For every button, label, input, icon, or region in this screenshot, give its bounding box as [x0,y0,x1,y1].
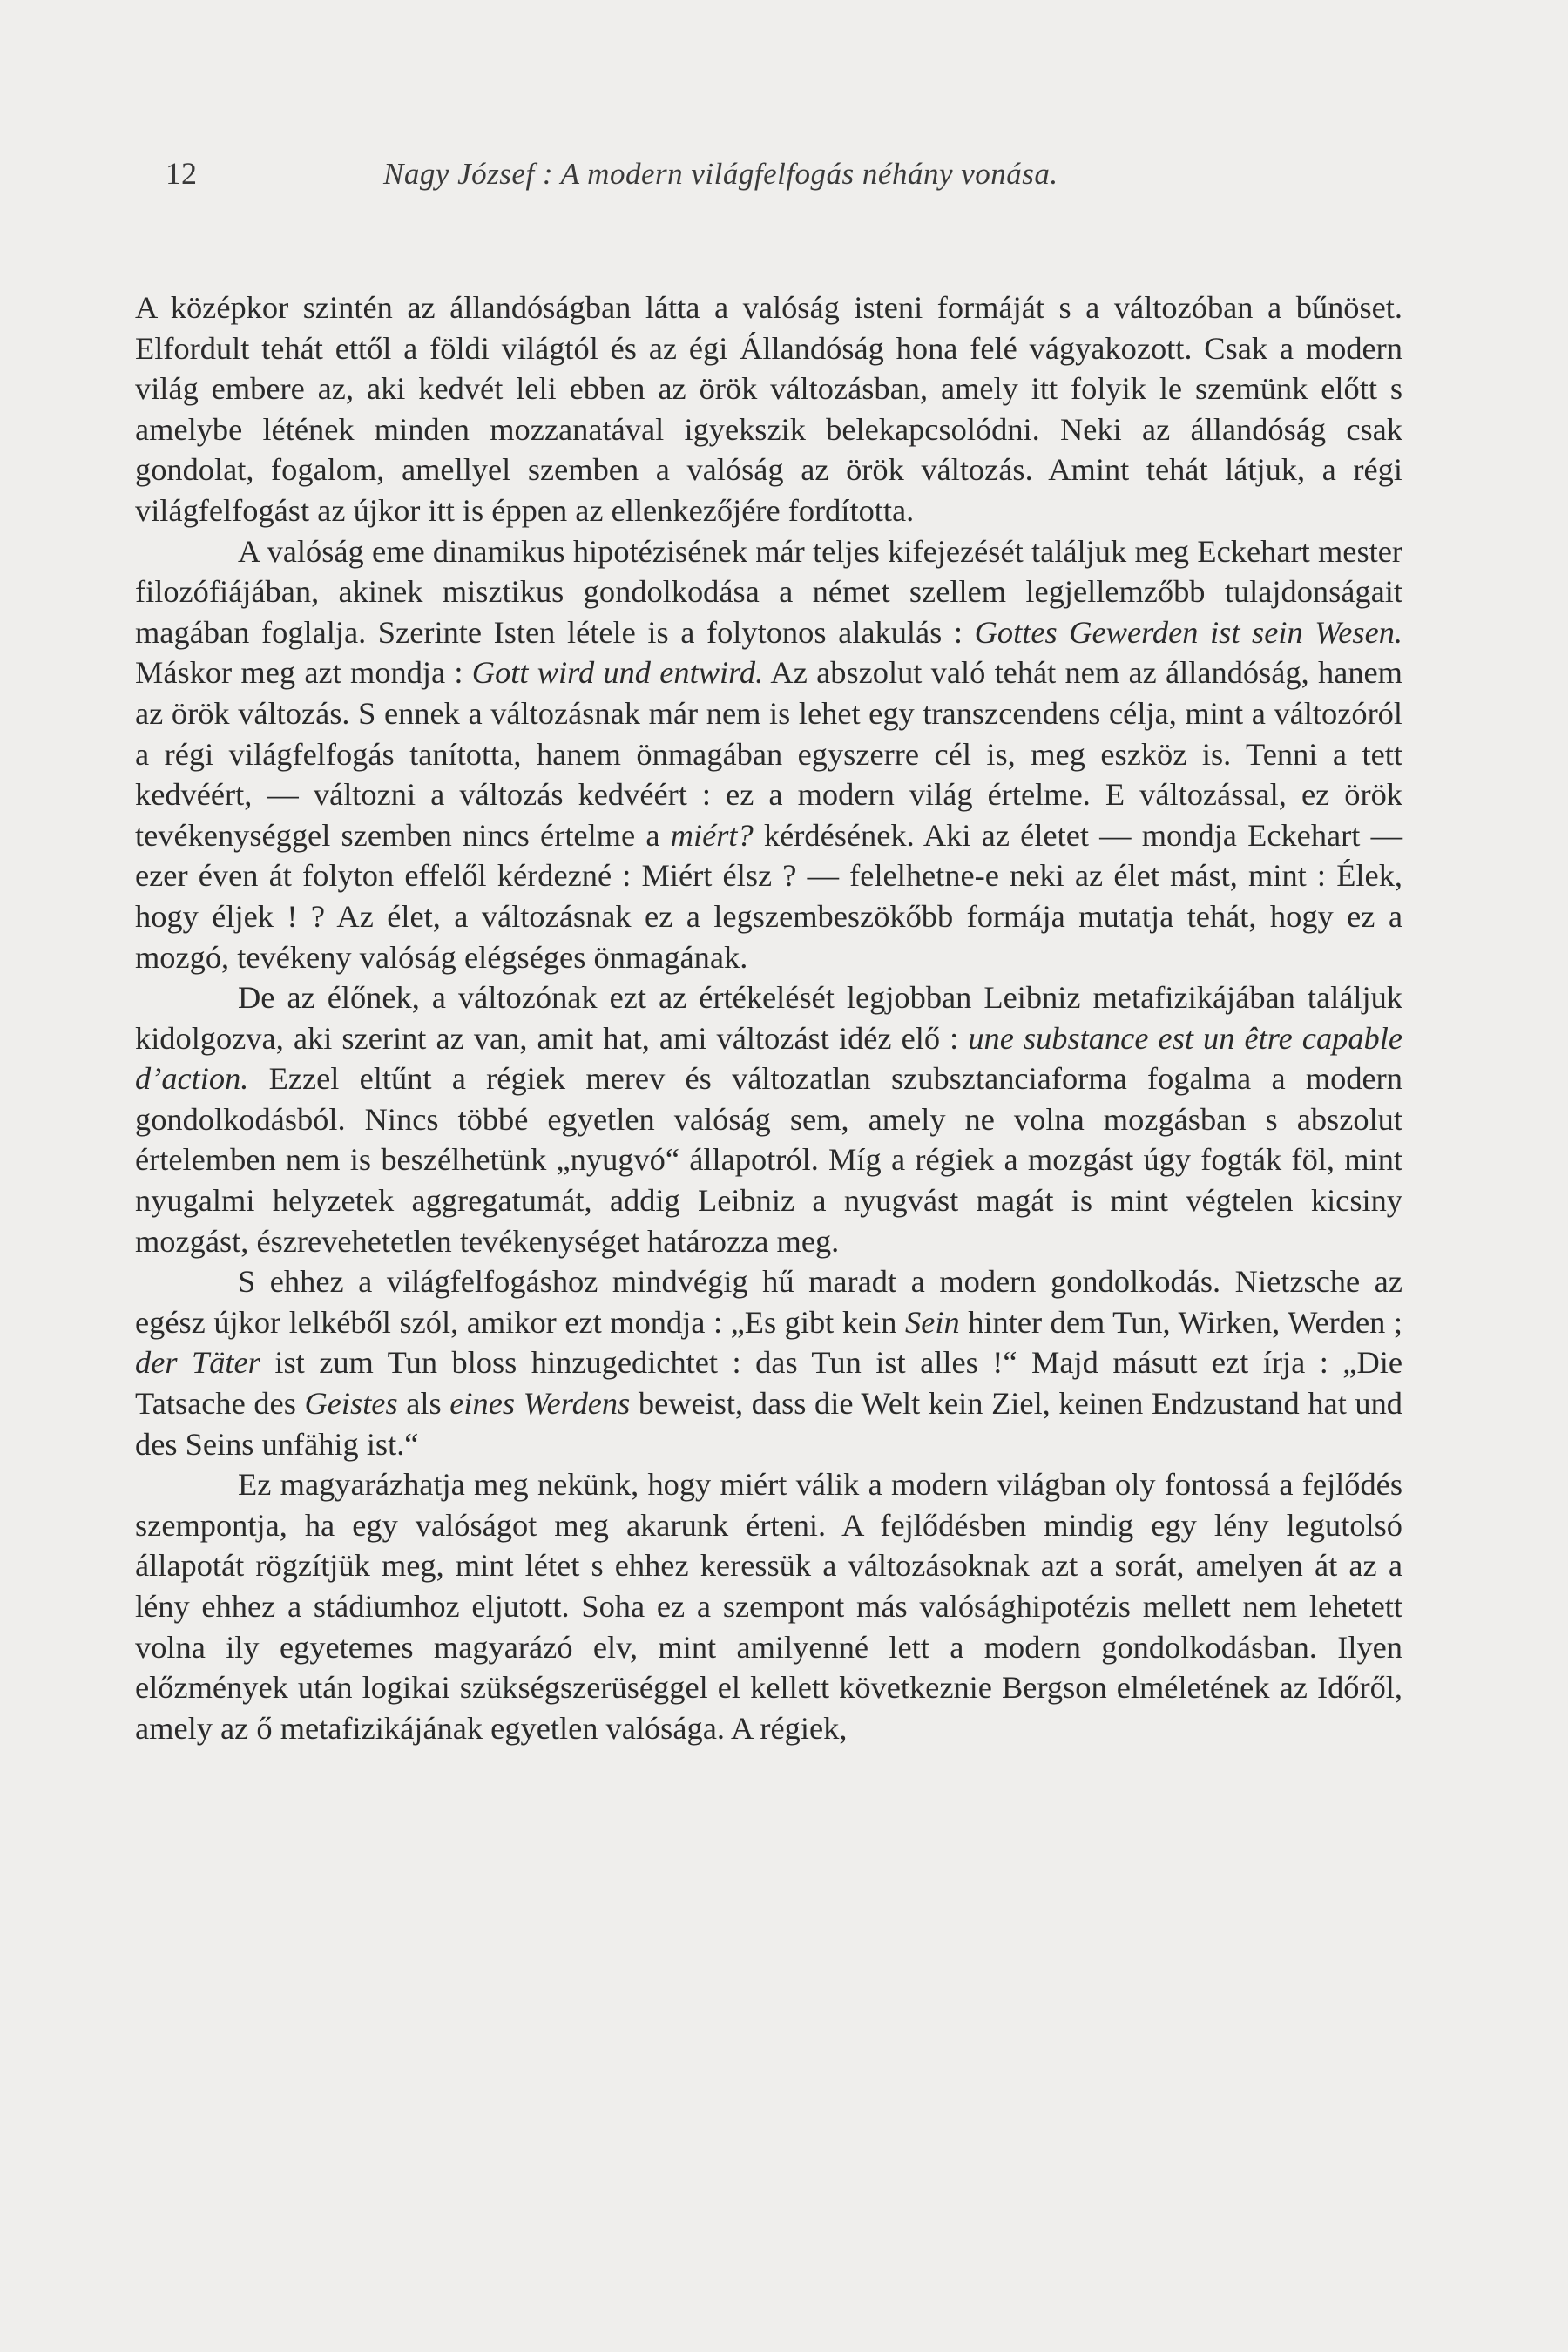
italic-text-segment: Gott wird und entwird. [471,655,764,691]
italic-text-segment: Sein [905,1304,960,1340]
text-segment: S ehhez a világfelfogáshoz mindvégig hű maradt a modern gondolkodás. Nietzsche az egész újkor lelkéből szól, amikor ezt mondja : „Es gibt kein [135,1264,1402,1340]
running-title: Nagy József : A modern világfelfogás néhány vonása. [383,157,1058,191]
italic-text-segment: der Täter [135,1345,260,1381]
text-segment: Ezzel eltűnt a régiek merev és változatlan szubsztanciaforma fogalma a modern gondolkodásból. Nincs többé egyetlen valóság sem, amely ne volna mozgásban s abszolut értelemben nem is beszélhetünk „nyugvó“ állapotról. Míg a régiek a mozgást úgy fogták föl, mint nyugalmi helyzetek aggregatumát, addig Leibniz a nyugvást magát is mint végtelen kicsiny mozgást, észrevehetetlen tevékenységet határozza meg. [135,1061,1402,1259]
text-segment: ist zum Tun bloss hinzugedichtet : das Tun ist alles !“ Majd másutt ezt írja : „Die Tatsache des [135,1345,1402,1422]
paragraph-2 [135,531,1402,978]
text-segment: A valóság eme dinamikus hipotézisének már teljes kifejezését találjuk meg Eckehart mester filozófiájában, akinek misztikus gondolkodása a német szellem legjellemzőbb tulajdonságait magában foglalja. Szerinte Isten létele is a folytonos alakulás : [135,533,1402,650]
italic-text-segment: eines Werdens [449,1386,631,1422]
italic-text-segment: Geistes [304,1386,398,1422]
paragraph-3 [135,977,1402,1261]
text-segment: Az abszolut való tehát nem az állandóság, hanem az örök változás. S ennek a változásnak már nem is lehet egy transzcendens célja, mint a változóról a régi világfelfogás tanította, hanem önmagában egyszerre cél is, meg eszköz is. Tenni a tett kedvéért, — változni a változás kedvéért : ez a modern világ értelme. E változással, ez örök tevékenységgel szemben nincs értelme a [135,655,1402,853]
text-segment: De az élőnek, a változónak ezt az értékelését legjobban Leibniz metafizikájában találjuk kidolgozva, aki szerint az van, amit hat, ami változást idéz elő : [135,980,1402,1056]
paragraph-1 [135,287,1402,531]
italic-text-segment: une substance est un être capable d’action. [135,1020,1402,1097]
paragraph-5 [135,1464,1402,1748]
page-number: 12 [166,156,197,191]
text-segment: Ez magyarázhatja meg nekünk, hogy miért válik a modern világban oly fontossá a fejlődés szempontja, ha egy valóságot meg akarunk érteni. A fejlődésben mindig egy lény legutolsó állapotát rögzítjük meg, mint létet s ehhez keressük a változásoknak azt a sorát, amelyen át az a lény ehhez a stádiumhoz eljutott. Soha ez a szempont más valósághipotézis mellett nem lehetett volna ily egyetemes magyarázó elv, mint amilyenné lett a modern gondolkodásban. Ilyen előzmények után logikai szükségszerüséggel el kellett következnie Bergson elméletének az Időről, amely az ő metafizikájának egyetlen valósága. A régiek, [135,1467,1402,1746]
italic-text-segment: miért? [670,817,754,853]
text-segment: als [397,1386,450,1422]
page-header [166,155,1402,204]
text-segment: beweist, dass die Welt kein Ziel, keinen Endzustand hat und des Seins unfähig ist.“ [135,1386,1403,1462]
paragraph-4 [135,1261,1402,1464]
italic-text-segment: Gottes Gewerden ist sein Wesen. [974,614,1403,650]
text-segment: Máskor meg azt mondja : [135,655,472,691]
body-text [135,287,1402,1748]
text-segment: kérdésének. Aki az életet — mondja Eckehart — ezer éven át folyton effelől kérdezné : Miért élsz ? — felelhetne-e neki az élet mást, mint : Élek, hogy éljek ! ? Az élet, a változásnak ez a legszembeszökőbb formája mutatja tehát, hogy ez a mozgó, tevékeny valóság elégséges önmagának. [135,817,1402,975]
text-segment: A középkor szintén az állandóságban látta a valóság isteni formáját s a változóban a bűnöset. Elfordult tehát ettől a földi világtól és az égi Állandóság hona felé vágyakozott. Csak a modern világ embere az, aki kedvét leli ebben az örök változásban, amely itt folyik le szemünk előtt s amelybe létének minden mozzanatával igyekszik belekapcsolódni. Neki az állandóság csak gondolat, fogalom, amellyel szemben a valóság az örök változás. Amint tehát látjuk, a régi világfelfogást az újkor itt is éppen az ellenkezőjére fordította. [135,290,1402,528]
text-segment: hinter dem Tun, Wirken, Werden ; [959,1304,1402,1340]
